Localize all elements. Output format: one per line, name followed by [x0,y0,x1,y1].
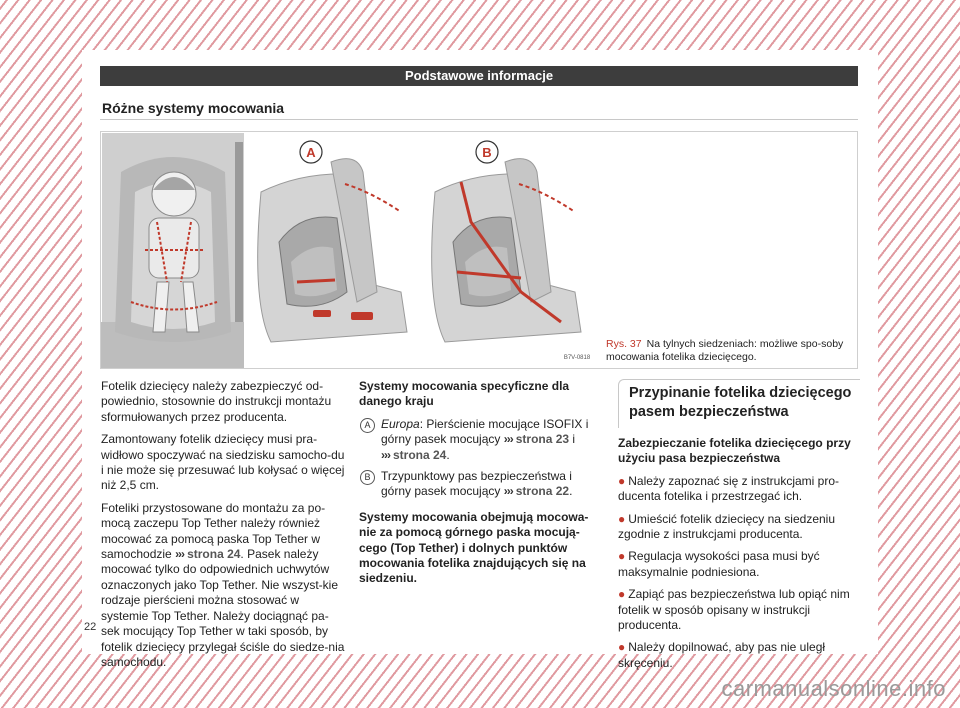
bullet-text: Zapiąć pas bezpieczeństwa lub opiąć nim fotelik w sposób opisany w instrukcji producenta. [618,587,850,633]
panel-b [421,133,597,367]
column-2 [359,379,605,594]
arrow-icon: ››› [381,447,390,462]
page-number: 22 [84,621,97,633]
child-seat-panel [101,133,244,368]
label-b: B [482,145,492,160]
paragraph: Fotelik dziecięcy należy zabezpieczyć od-powiednio, stosownie do instrukcji montażu sformułowanych przez producenta. [101,379,332,424]
subheading: Zabezpieczanie fotelika dziecięcego przy użyciu pasa bezpieczeństwa [618,436,851,466]
chapter-header: Podstawowe informacje [100,66,858,86]
bold-paragraph: Systemy mocowania obejmują mocowa-nie za pomocą górnego paska mocują-cego (Top Tether) i dolnych punktów mocowania fotelika znajdujących się na siedzeniu. [359,509,589,586]
bullet-icon: ● [618,549,626,564]
item-text: . [569,484,573,499]
box-title: Przypinanie fotelika dziecięcego pasem bezpieczeństwa [618,379,860,428]
bullet-icon: ● [618,640,626,655]
bullet-item [618,474,860,505]
list-item-b [359,469,605,500]
bullet-text: Należy dopilnować, aby pas nie uległ skręceniu. [618,640,826,670]
paragraph: Zamontowany fotelik dziecięcy musi pra-widłowo spoczywać na siedzisku samocho-du i nie może się przesuwać lub kołysać o więcej niż 2,5 cm. [101,432,345,493]
bullet-item [618,640,860,671]
title-divider [100,119,858,120]
arrow-icon: ››› [503,484,513,499]
subheading: Systemy mocowania specyficzne dla danego kraju [359,379,570,409]
badge-a: A [360,418,375,433]
figure-code: B7V-0818 [563,355,591,361]
item-text: . [446,447,450,462]
paragraph-text: . Pasek należy mocować tylko do odpowiednich uchwytów oznaczonych jako Top Tether. Nie wszyst-kie rodzaje pierścieni można stosować w systemie Top Tether. Należy dociągnąć pa-sek mocujący Top Tether w taki sposób, by fotelik dziecięcy przylegał ściśle do siedze-nia samochodu. [101,547,345,669]
section-title: Różne systemy mocowania [102,100,285,116]
bullet-text: Umieścić fotelik dziecięcy na siedzeniu zgodnie z instrukcjami producenta. [618,511,836,542]
bullet-icon: ● [618,473,626,488]
arrow-icon: ››› [503,432,513,447]
bullet-text: Regulacja wysokości pasa musi być maksymalnie podniesiona. [618,549,820,579]
bullet-item [618,512,860,543]
list-item-a [359,417,605,463]
label-a: A [306,145,316,160]
page-link[interactable]: strona 24 [187,547,241,562]
column-3 [618,379,860,678]
badge-b: B [360,470,375,485]
panel-a [247,133,419,367]
bullet-item [618,549,860,580]
item-text: : Pierścienie mocujące ISOFIX i górny pasek mocujący [381,416,589,447]
caption-label: Rys. 37 [606,338,642,350]
bullet-item [618,587,860,633]
bullet-icon: ● [618,511,626,526]
figure-caption [606,338,846,364]
figure-37 [100,131,858,369]
page-link[interactable]: strona 24 [393,447,447,462]
item-text: i [569,432,576,447]
bullet-icon: ● [618,587,626,602]
region-label: Europa [381,416,420,431]
page-link[interactable]: strona 23 [515,432,570,447]
arrow-icon: ››› [175,547,185,562]
paragraph-text: Foteliki przystosowane do montażu za po-mocą zaczepu Top Tether należy również mocować za pomocą paska Top Tether w samochodzie [101,500,326,562]
caption-text: Na tylnych siedzeniach: możliwe spo-soby mocowania fotelika dziecięcego. [606,338,844,363]
paragraph [101,501,347,670]
manual-page [82,50,878,670]
page-link[interactable]: strona 22 [515,484,570,499]
bullet-text: Należy zapoznać się z instrukcjami pro-ducenta fotelika i przestrzegać ich. [618,473,839,504]
item-text: Trzypunktowy pas bezpieczeństwa i górny pasek mocujący [381,469,572,499]
watermark: carmanualsonline.info [721,676,946,701]
child-seat-illustration [101,132,598,368]
column-1 [101,379,347,677]
